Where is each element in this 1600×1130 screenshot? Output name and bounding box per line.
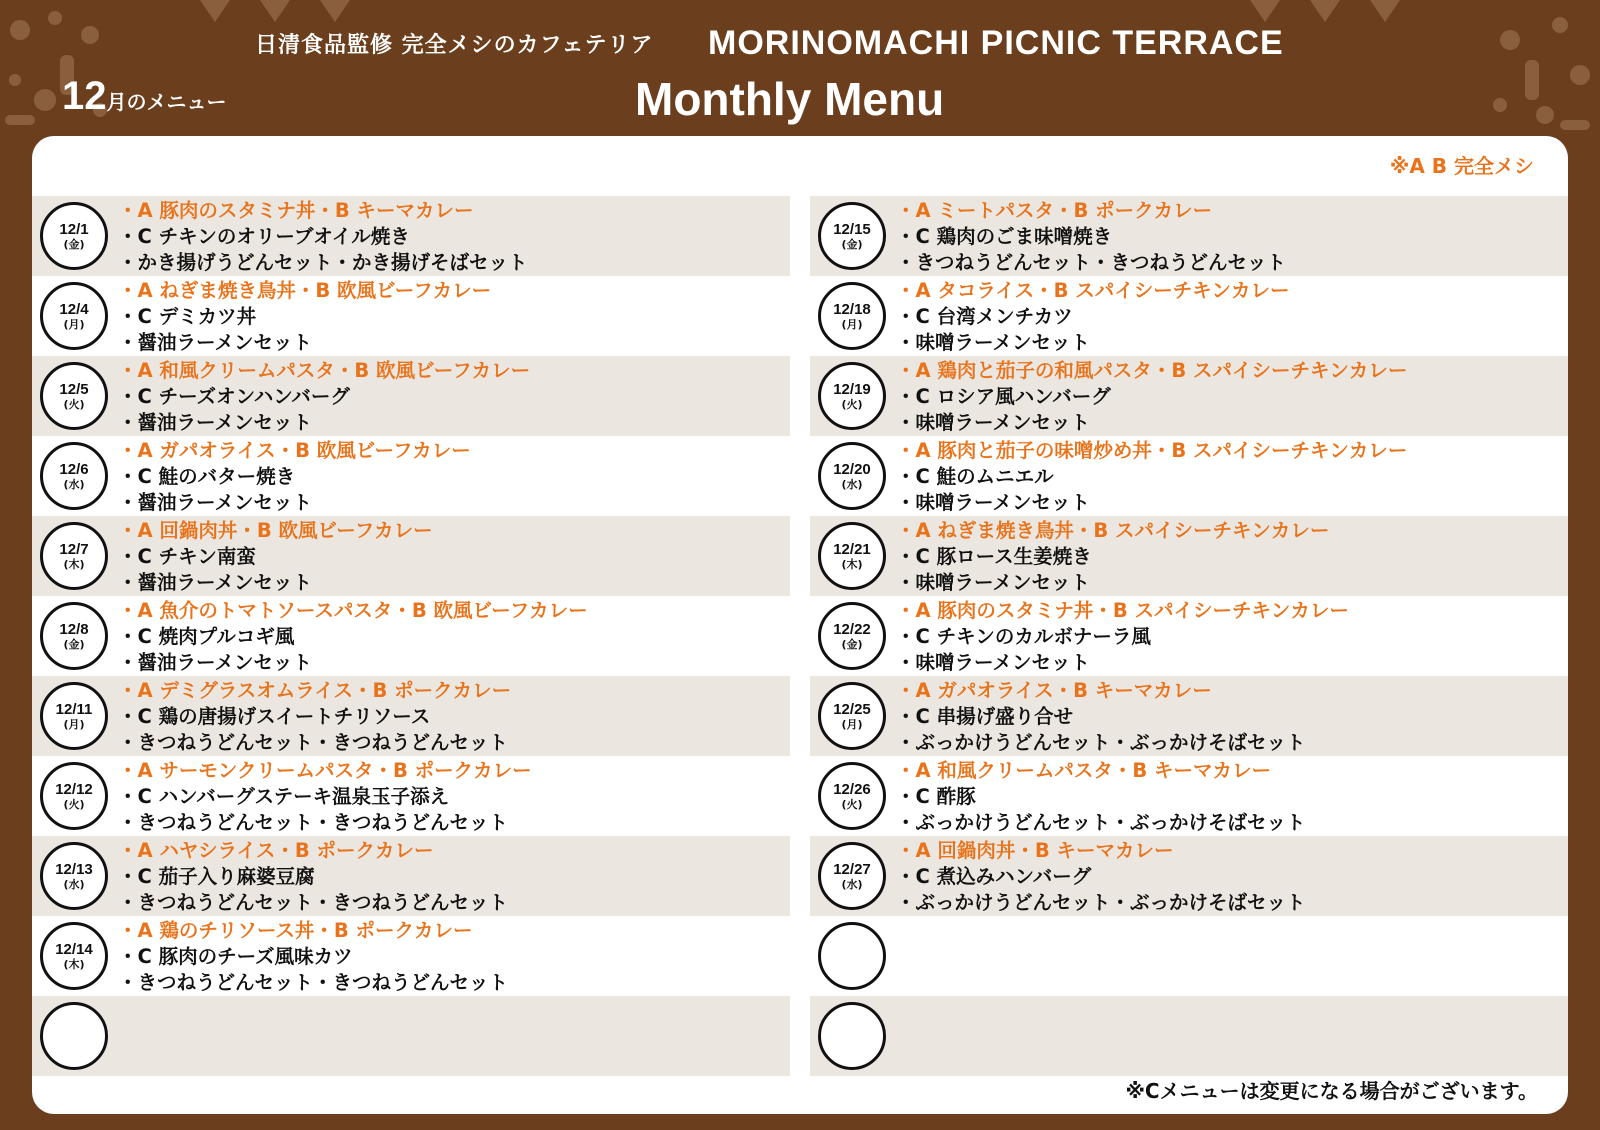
menu-item-set: ・ぶっかけうどんセット・ぶっかけそばセット: [896, 731, 1306, 754]
date-label: 12/21: [833, 541, 871, 558]
menu-item-c: ・C 鮭のバター焼き: [118, 465, 296, 488]
decorative-pattern-left: [0, 0, 120, 140]
menu-item-ab: ・A 和風クリームパスタ・B キーマカレー: [896, 759, 1272, 782]
menu-lines: [896, 358, 1407, 436]
date-circle: [40, 842, 108, 910]
menu-day-row: [810, 676, 1568, 756]
date-label: 12/7: [59, 541, 89, 558]
header: [0, 0, 1600, 140]
date-circle: [40, 762, 108, 830]
menu-item-c: ・C 鶏の唐揚げスイートチリソース: [118, 705, 431, 728]
weekday-label: (火): [63, 798, 85, 811]
menu-item-c: ・C 鮭のムニエル: [896, 465, 1054, 488]
weekday-label: (月): [841, 318, 863, 331]
menu-item-c: ・C デミカツ丼: [118, 305, 257, 328]
menu-item-c: ・C 煮込みハンバーグ: [896, 865, 1092, 888]
menu-item-ab: ・A ハヤシライス・B ポークカレー: [118, 839, 434, 862]
menu-day-row: [810, 276, 1568, 356]
menu-day-row: [32, 756, 790, 836]
menu-item-set: ・味噌ラーメンセット: [896, 651, 1091, 674]
decorative-pattern-right: [1480, 0, 1600, 140]
menu-item-set: ・醤油ラーメンセット: [118, 411, 313, 434]
menu-item-ab: ・A 鶏肉と茄子の和風パスタ・B スパイシーチキンカレー: [896, 359, 1408, 382]
menu-lines: [896, 758, 1306, 836]
menu-item-set: ・醤油ラーメンセット: [118, 651, 313, 674]
weekday-label: (月): [63, 718, 85, 731]
date-circle: [818, 202, 886, 270]
menu-day-row: [32, 996, 790, 1076]
menu-lines: [118, 278, 491, 356]
menu-lines: [118, 438, 471, 516]
menu-lines: [118, 198, 528, 276]
weekday-label: (火): [63, 398, 85, 411]
menu-day-row: [32, 356, 790, 436]
date-circle: [40, 282, 108, 350]
menu-day-row: [32, 436, 790, 516]
date-circle: [818, 922, 886, 990]
menu-lines: [118, 358, 530, 436]
weekday-label: (水): [841, 478, 863, 491]
menu-day-row: [810, 596, 1568, 676]
menu-day-row: [810, 356, 1568, 436]
menu-item-c: ・C 茄子入り麻婆豆腐: [118, 865, 315, 888]
date-circle: [40, 682, 108, 750]
menu-day-row: [32, 196, 790, 276]
menu-day-row: [32, 276, 790, 356]
menu-item-ab: ・A 豚肉のスタミナ丼・B スパイシーチキンカレー: [896, 599, 1349, 622]
date-label: 12/5: [59, 381, 89, 398]
menu-item-set: ・かき揚げうどんセット・かき揚げそばセット: [118, 251, 528, 274]
date-circle: [40, 442, 108, 510]
weekday-label: (金): [63, 638, 85, 651]
menu-lines: [896, 678, 1306, 756]
menu-lines: [118, 758, 532, 836]
date-label: 12/4: [59, 301, 89, 318]
date-label: 12/6: [59, 461, 89, 478]
date-circle: [818, 1002, 886, 1070]
menu-lines: [118, 918, 508, 996]
brand-name: MORINOMACHI PICNIC TERRACE: [708, 24, 1284, 62]
menu-day-row: [810, 436, 1568, 516]
date-label: 12/27: [833, 861, 871, 878]
menu-item-c: ・C 酢豚: [896, 785, 976, 808]
menu-day-row: [32, 916, 790, 996]
menu-lines: [896, 198, 1286, 276]
menu-item-set: ・ぶっかけうどんセット・ぶっかけそばセット: [896, 891, 1306, 914]
date-circle: [40, 202, 108, 270]
menu-item-c: ・C 豚肉のチーズ風味カツ: [118, 945, 353, 968]
menu-day-row: [32, 836, 790, 916]
menu-column-left: [32, 196, 790, 1076]
date-label: 12/15: [833, 221, 871, 238]
menu-item-ab: ・A 回鍋肉丼・B 欧風ビーフカレー: [118, 519, 433, 542]
weekday-label: (火): [841, 798, 863, 811]
date-label: 12/22: [833, 621, 871, 638]
menu-item-c: ・C ロシア風ハンバーグ: [896, 385, 1111, 408]
menu-item-set: ・味噌ラーメンセット: [896, 411, 1091, 434]
menu-item-c: ・C 焼肉プルコギ風: [118, 625, 295, 648]
date-circle: [818, 282, 886, 350]
menu-item-set: ・きつねうどんセット・きつねうどんセット: [896, 251, 1287, 274]
date-circle: [40, 1002, 108, 1070]
date-circle: [818, 362, 886, 430]
menu-day-row: [32, 676, 790, 756]
date-label: 12/26: [833, 781, 871, 798]
date-circle: [40, 922, 108, 990]
weekday-label: (金): [63, 238, 85, 251]
menu-item-ab: ・A デミグラスオムライス・B ポークカレー: [118, 679, 512, 702]
date-label: 12/20: [833, 461, 871, 478]
menu-item-ab: ・A 鶏のチリソース丼・B ポークカレー: [118, 919, 473, 942]
menu-item-set: ・醤油ラーメンセット: [118, 571, 313, 594]
menu-item-ab: ・A サーモンクリームパスタ・B ポークカレー: [118, 759, 532, 782]
month-suffix: 月のメニュー: [106, 90, 227, 114]
menu-item-c: ・C チキンのオリーブオイル焼き: [118, 225, 410, 248]
menu-item-set: ・味噌ラーメンセット: [896, 331, 1091, 354]
menu-item-set: ・味噌ラーメンセット: [896, 491, 1091, 514]
weekday-label: (金): [841, 638, 863, 651]
menu-item-c: ・C チキンのカルボナーラ風: [896, 625, 1151, 648]
menu-item-set: ・醤油ラーメンセット: [118, 491, 313, 514]
weekday-label: (木): [63, 958, 85, 971]
weekday-label: (月): [63, 318, 85, 331]
date-circle: [40, 362, 108, 430]
menu-item-ab: ・A ミートパスタ・B ポークカレー: [896, 199, 1213, 222]
weekday-label: (木): [841, 558, 863, 571]
date-label: 12/18: [833, 301, 871, 318]
date-circle: [40, 522, 108, 590]
menu-item-c: ・C 鶏肉のごま味噌焼き: [896, 225, 1113, 248]
menu-day-row: [32, 516, 790, 596]
date-label: 12/13: [55, 861, 93, 878]
weekday-label: (水): [63, 878, 85, 891]
menu-item-ab: ・A 和風クリームパスタ・B 欧風ビーフカレー: [118, 359, 531, 382]
menu-item-set: ・きつねうどんセット・きつねうどんセット: [118, 731, 509, 754]
month-number: 12: [62, 74, 107, 118]
menu-lines: [896, 518, 1329, 596]
weekday-label: (木): [63, 558, 85, 571]
date-circle: [818, 442, 886, 510]
menu-item-ab: ・A ねぎま焼き鳥丼・B 欧風ビーフカレー: [118, 279, 492, 302]
menu-item-c: ・C ハンバーグステーキ温泉玉子添え: [118, 785, 450, 808]
menu-item-c: ・C 台湾メンチカツ: [896, 305, 1073, 328]
footnote: ※Cメニューは変更になる場合がございます。: [1125, 1079, 1538, 1103]
menu-day-row: [810, 836, 1568, 916]
menu-item-ab: ・A ガパオライス・B 欧風ビーフカレー: [118, 439, 471, 462]
date-label: 12/14: [55, 941, 93, 958]
date-label: 12/12: [55, 781, 93, 798]
menu-day-row: [810, 996, 1568, 1076]
weekday-label: (火): [841, 398, 863, 411]
menu-item-ab: ・A 豚肉のスタミナ丼・B キーマカレー: [118, 199, 474, 222]
menu-day-row: [810, 196, 1568, 276]
menu-day-row: [810, 516, 1568, 596]
menu-panel: [32, 136, 1568, 1114]
weekday-label: (金): [841, 238, 863, 251]
date-label: 12/25: [833, 701, 871, 718]
date-circle: [818, 762, 886, 830]
legend-note: ※A B 完全メシ: [1389, 154, 1534, 178]
date-label: 12/8: [59, 621, 89, 638]
menu-item-set: ・きつねうどんセット・きつねうどんセット: [118, 811, 509, 834]
menu-item-ab: ・A タコライス・B スパイシーチキンカレー: [896, 279, 1290, 302]
menu-lines: [118, 518, 433, 596]
menu-item-set: ・ぶっかけうどんセット・ぶっかけそばセット: [896, 811, 1306, 834]
weekday-label: (水): [63, 478, 85, 491]
menu-lines: [118, 678, 511, 756]
date-label: 12/19: [833, 381, 871, 398]
menu-lines: [118, 598, 588, 676]
menu-item-ab: ・A 魚介のトマトソースパスタ・B 欧風ビーフカレー: [118, 599, 588, 622]
menu-item-c: ・C チキン南蛮: [118, 545, 256, 568]
menu-lines: [118, 838, 508, 916]
menu-lines: [896, 598, 1349, 676]
menu-item-ab: ・A ねぎま焼き鳥丼・B スパイシーチキンカレー: [896, 519, 1330, 542]
date-circle: [818, 842, 886, 910]
menu-item-c: ・C 豚ロース生姜焼き: [896, 545, 1092, 568]
menu-item-set: ・醤油ラーメンセット: [118, 331, 313, 354]
month-label: [62, 74, 227, 119]
date-circle: [818, 602, 886, 670]
menu-day-row: [32, 596, 790, 676]
menu-item-c: ・C チーズオンハンバーグ: [118, 385, 350, 408]
menu-item-ab: ・A 回鍋肉丼・B キーマカレー: [896, 839, 1174, 862]
menu-lines: [896, 278, 1290, 356]
cafeteria-subtitle: 日清食品監修 完全メシのカフェテリア: [255, 33, 654, 58]
weekday-label: (月): [841, 718, 863, 731]
date-label: 12/1: [59, 221, 89, 238]
menu-lines: [896, 838, 1306, 916]
menu-item-set: ・きつねうどんセット・きつねうどんセット: [118, 891, 509, 914]
date-circle: [818, 522, 886, 590]
weekday-label: (水): [841, 878, 863, 891]
date-circle: [40, 602, 108, 670]
menu-item-ab: ・A ガパオライス・B キーマカレー: [896, 679, 1212, 702]
menu-item-set: ・味噌ラーメンセット: [896, 571, 1091, 594]
menu-item-set: ・きつねうどんセット・きつねうどんセット: [118, 971, 509, 994]
menu-item-ab: ・A 豚肉と茄子の味噌炒め丼・B スパイシーチキンカレー: [896, 439, 1408, 462]
menu-day-row: [810, 756, 1568, 836]
date-circle: [818, 682, 886, 750]
date-label: 12/11: [55, 701, 93, 718]
menu-day-row: [810, 916, 1568, 996]
menu-lines: [896, 438, 1407, 516]
menu-column-right: [810, 196, 1568, 1076]
page-title: Monthly Menu: [635, 73, 945, 125]
menu-item-c: ・C 串揚げ盛り合せ: [896, 705, 1074, 728]
